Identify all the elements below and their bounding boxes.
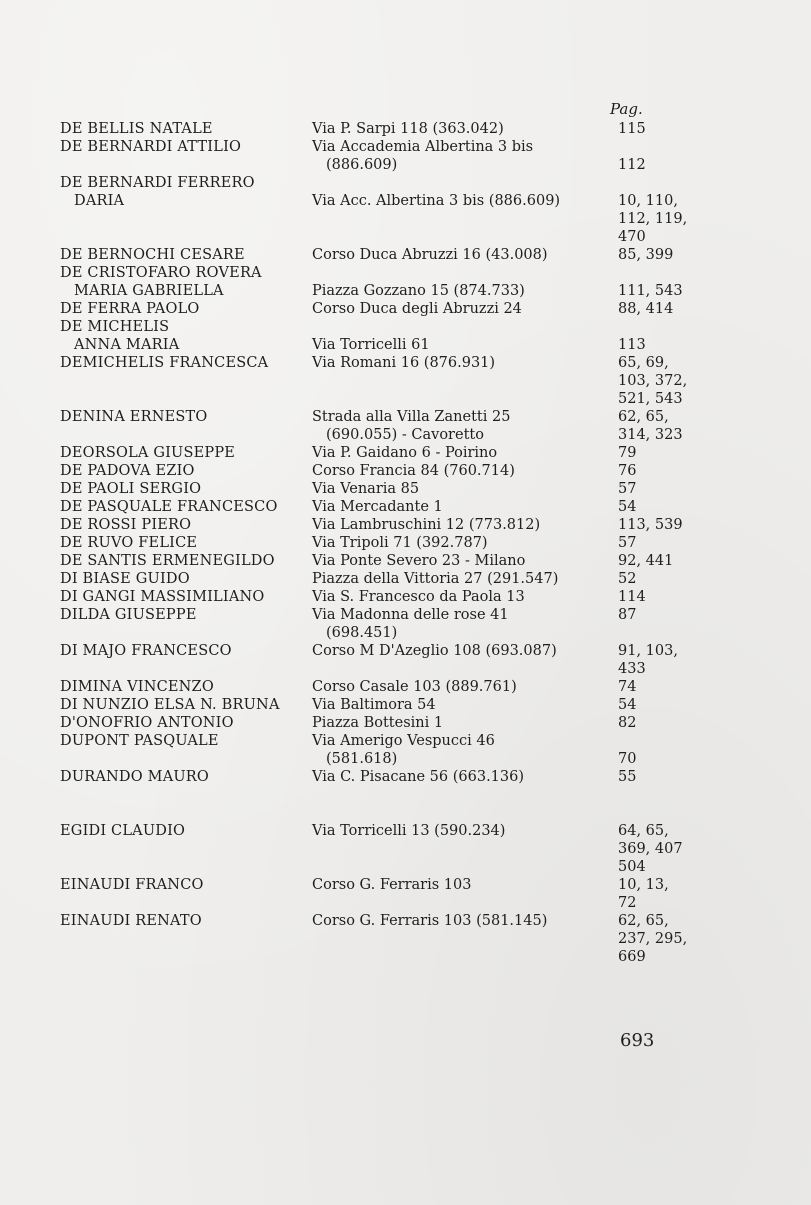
entry-address-line: Via Acc. Albertina 3 bis (886.609) xyxy=(312,193,561,209)
index-entry xyxy=(60,876,780,912)
entry-name xyxy=(60,498,312,516)
entry-name xyxy=(60,570,312,588)
entry-address xyxy=(312,462,618,480)
entry-pages-line: 74 xyxy=(618,679,637,695)
entry-pages-line: 92, 441 xyxy=(618,553,674,569)
entry-name-line: DE RUVO FELICE xyxy=(60,535,198,551)
entry-pages xyxy=(618,354,696,408)
index-entry xyxy=(60,138,780,174)
entry-pages-line: 85, 399 xyxy=(618,247,674,263)
entry-name-line: DE ROSSI PIERO xyxy=(60,517,192,533)
entry-address-line: Via Accademia Albertina 3 bis xyxy=(312,139,534,155)
entry-address-line: Via Torricelli 13 (590.234) xyxy=(312,823,506,839)
index-entry xyxy=(60,462,780,480)
entry-name-line: DE BELLIS NATALE xyxy=(60,121,213,137)
entry-pages xyxy=(618,732,696,768)
entry-name xyxy=(60,480,312,498)
index-entry xyxy=(60,354,780,408)
entry-address-line: Corso M D'Azeglio 108 (693.087) xyxy=(312,643,557,659)
entry-name-line: DE PADOVA EZIO xyxy=(60,463,195,479)
entry-name-line: DENINA ERNESTO xyxy=(60,409,208,425)
entry-address xyxy=(312,480,618,498)
entry-pages-line: 669 xyxy=(618,949,646,965)
entry-pages-line: 112 xyxy=(618,157,646,173)
entry-name xyxy=(60,588,312,606)
entry-name xyxy=(60,696,312,714)
entry-address xyxy=(312,498,618,516)
entry-address xyxy=(312,138,618,174)
entry-address xyxy=(312,696,618,714)
entry-name-line: DI BIASE GUIDO xyxy=(60,571,190,587)
entry-name xyxy=(60,912,312,966)
entry-address-line: Via Torricelli 61 xyxy=(312,337,430,353)
entry-pages-line: 237, 295, xyxy=(618,931,688,947)
entry-pages xyxy=(618,120,696,138)
entry-address-line xyxy=(312,264,618,282)
entry-address-line: Via Lambruschini 12 (773.812) xyxy=(312,517,541,533)
entry-name-line: DEORSOLA GIUSEPPE xyxy=(60,445,236,461)
entry-pages-line: 521, 543 xyxy=(618,391,683,407)
entry-address-line: Via P. Gaidano 6 - Poirino xyxy=(312,445,498,461)
index-entry xyxy=(60,570,780,588)
entry-name-line: EGIDI CLAUDIO xyxy=(60,823,186,839)
index-entry xyxy=(60,588,780,606)
index-entry xyxy=(60,552,780,570)
index-entry xyxy=(60,606,780,642)
entry-address xyxy=(312,642,618,678)
index-entry xyxy=(60,246,780,264)
index-entry xyxy=(60,642,780,678)
entry-address xyxy=(312,354,618,408)
entry-pages-line: 54 xyxy=(618,697,637,713)
entry-pages xyxy=(618,498,696,516)
entry-address xyxy=(312,534,618,552)
entry-pages-line: 111, 543 xyxy=(618,283,683,299)
index-entry xyxy=(60,534,780,552)
entry-name-line: D'ONOFRIO ANTONIO xyxy=(60,715,234,731)
index-entry xyxy=(60,318,780,354)
entry-address xyxy=(312,408,618,444)
entry-name xyxy=(60,768,312,786)
entry-address-line: Via Romani 16 (876.931) xyxy=(312,355,496,371)
entry-name-line: DILDA GIUSEPPE xyxy=(60,607,197,623)
entry-address-line: Corso G. Ferraris 103 (581.145) xyxy=(312,913,548,929)
entry-address-line: Strada alla Villa Zanetti 25 xyxy=(312,409,511,425)
entry-pages xyxy=(618,714,696,732)
entry-address-line xyxy=(312,318,618,336)
index-entry xyxy=(60,174,780,246)
entry-address-line: Corso Francia 84 (760.714) xyxy=(312,463,515,479)
entry-pages xyxy=(618,444,696,462)
entry-pages-line xyxy=(618,264,696,282)
entry-pages-line xyxy=(618,732,696,750)
entry-pages-line: 76 xyxy=(618,463,637,479)
entry-name xyxy=(60,318,312,354)
entry-name xyxy=(60,876,312,912)
entry-name-line: DE BERNOCHI CESARE xyxy=(60,247,245,263)
index-entry xyxy=(60,300,780,318)
entry-name-line: DEMICHELIS FRANCESCA xyxy=(60,355,269,371)
entry-address xyxy=(312,822,618,876)
entry-address xyxy=(312,876,618,912)
entry-pages xyxy=(618,300,696,318)
entry-pages-line: 314, 323 xyxy=(618,427,683,443)
entry-name xyxy=(60,408,312,444)
entry-name xyxy=(60,732,312,768)
entry-name xyxy=(60,714,312,732)
entry-pages-line: 87 xyxy=(618,607,637,623)
entry-address xyxy=(312,732,618,768)
entry-address-line: (698.451) xyxy=(326,625,398,641)
entry-address-line: Via Tripoli 71 (392.787) xyxy=(312,535,488,551)
index-entry xyxy=(60,408,780,444)
entry-pages-line: 82 xyxy=(618,715,637,731)
entry-name-line: DE BERNARDI FERRERO xyxy=(60,175,255,191)
entry-name xyxy=(60,552,312,570)
entry-address-line: Via P. Sarpi 118 (363.042) xyxy=(312,121,504,137)
entry-address xyxy=(312,264,618,300)
entry-name-line: DUPONT PASQUALE xyxy=(60,733,219,749)
entry-name xyxy=(60,354,312,408)
entry-address xyxy=(312,570,618,588)
entry-address xyxy=(312,174,618,246)
entry-pages-line: 65, 69, xyxy=(618,355,669,371)
entry-address-line: Via Venaria 85 xyxy=(312,481,420,497)
entry-pages-line: 103, 372, xyxy=(618,373,688,389)
entry-pages-line: 62, 65, xyxy=(618,409,669,425)
section-gap xyxy=(60,786,780,822)
entry-name-line: DE PAOLI SERGIO xyxy=(60,481,202,497)
entry-address xyxy=(312,912,618,966)
entry-name-line: DE MICHELIS xyxy=(60,319,170,335)
entry-pages xyxy=(618,246,696,264)
entry-name xyxy=(60,120,312,138)
entry-address xyxy=(312,516,618,534)
entry-name-line: DE CRISTOFARO ROVERA xyxy=(60,265,262,281)
entry-pages-line: 114 xyxy=(618,589,646,605)
entry-address xyxy=(312,444,618,462)
entry-pages-line: 64, 65, xyxy=(618,823,669,839)
entry-pages xyxy=(618,642,696,678)
entry-address xyxy=(312,714,618,732)
entry-name-line: ANNA MARIA xyxy=(74,337,180,353)
entry-address-line: Via Ponte Severo 23 - Milano xyxy=(312,553,526,569)
entry-address xyxy=(312,588,618,606)
entry-name-line: DI MAJO FRANCESCO xyxy=(60,643,232,659)
entry-name xyxy=(60,300,312,318)
entry-address xyxy=(312,318,618,354)
entry-pages-line: 57 xyxy=(618,481,637,497)
entry-name-line: DIMINA VINCENZO xyxy=(60,679,214,695)
entry-name-line: DI NUNZIO ELSA N. BRUNA xyxy=(60,697,280,713)
entry-name-line: DE BERNARDI ATTILIO xyxy=(60,139,242,155)
entry-name-line: DURANDO MAURO xyxy=(60,769,209,785)
entry-address xyxy=(312,246,618,264)
entry-address-line: Via Amerigo Vespucci 46 xyxy=(312,733,495,749)
entry-name-line: DE SANTIS ERMENEGILDO xyxy=(60,553,275,569)
index-entry xyxy=(60,480,780,498)
entry-name-line: DI GANGI MASSIMILIANO xyxy=(60,589,265,605)
entry-pages-line: 112, 119, xyxy=(618,211,688,227)
entry-pages-line: 62, 65, xyxy=(618,913,669,929)
entry-address-line: Via C. Pisacane 56 (663.136) xyxy=(312,769,525,785)
index-list xyxy=(60,120,780,966)
entry-address-line: Via Madonna delle rose 41 xyxy=(312,607,509,623)
page-number: 693 xyxy=(620,1030,655,1051)
entry-address-line: Piazza Bottesini 1 xyxy=(312,715,444,731)
entry-pages-line: 113, 539 xyxy=(618,517,683,533)
entry-name xyxy=(60,606,312,642)
index-entry xyxy=(60,732,780,768)
entry-pages xyxy=(618,516,696,534)
entry-address xyxy=(312,678,618,696)
entry-pages xyxy=(618,552,696,570)
entry-address-line: Piazza Gozzano 15 (874.733) xyxy=(312,283,525,299)
entry-address-line: (581.618) xyxy=(326,751,398,767)
entry-pages xyxy=(618,768,696,786)
entry-pages xyxy=(618,318,696,354)
entry-name xyxy=(60,678,312,696)
entry-address-line: (886.609) xyxy=(326,157,398,173)
entry-pages xyxy=(618,570,696,588)
index-entry xyxy=(60,120,780,138)
entry-pages-line: 70 xyxy=(618,751,637,767)
entry-address-line: (690.055) - Cavoretto xyxy=(326,427,484,443)
entry-address-line: Corso G. Ferraris 103 xyxy=(312,877,472,893)
entry-pages-line: 369, 407 xyxy=(618,841,683,857)
entry-address xyxy=(312,606,618,642)
entry-address-line: Via S. Francesco da Paola 13 xyxy=(312,589,525,605)
entry-pages-line: 88, 414 xyxy=(618,301,674,317)
entry-pages-line: 113 xyxy=(618,337,646,353)
index-entry xyxy=(60,516,780,534)
index-entry xyxy=(60,444,780,462)
entry-pages-line: 79 xyxy=(618,445,637,461)
entry-pages xyxy=(618,912,696,966)
entry-pages xyxy=(618,678,696,696)
entry-address xyxy=(312,120,618,138)
entry-address-line: Corso Duca degli Abruzzi 24 xyxy=(312,301,522,317)
entry-pages-line: 52 xyxy=(618,571,637,587)
entry-address-line: Piazza della Vittoria 27 (291.547) xyxy=(312,571,559,587)
index-entry xyxy=(60,822,780,876)
index-entry xyxy=(60,678,780,696)
entry-pages-line: 115 xyxy=(618,121,646,137)
entry-pages-line xyxy=(618,138,696,156)
index-entry xyxy=(60,498,780,516)
entry-pages xyxy=(618,174,696,246)
entry-name xyxy=(60,138,312,174)
entry-name-line: DE FERRA PAOLO xyxy=(60,301,200,317)
entry-pages-line: 10, 110, xyxy=(618,193,678,209)
entry-address xyxy=(312,768,618,786)
entry-address-line: Corso Duca Abruzzi 16 (43.008) xyxy=(312,247,548,263)
entry-pages xyxy=(618,138,696,174)
entry-name-line: EINAUDI RENATO xyxy=(60,913,202,929)
entry-pages xyxy=(618,408,696,444)
entry-address xyxy=(312,552,618,570)
entry-name xyxy=(60,642,312,678)
entry-address-line: Corso Casale 103 (889.761) xyxy=(312,679,517,695)
entry-pages-line xyxy=(618,318,696,336)
entry-name xyxy=(60,444,312,462)
entry-pages xyxy=(618,876,696,912)
entry-pages-line: 504 xyxy=(618,859,646,875)
index-entry xyxy=(60,696,780,714)
entry-pages-line xyxy=(618,174,696,192)
entry-pages-line: 54 xyxy=(618,499,637,515)
entry-pages-line: 470 xyxy=(618,229,646,245)
entry-name xyxy=(60,246,312,264)
entry-name xyxy=(60,264,312,300)
entry-address-line: Via Mercadante 1 xyxy=(312,499,443,515)
index-entry xyxy=(60,768,780,786)
entry-name xyxy=(60,462,312,480)
pag-column-header: Pag. xyxy=(610,100,643,118)
entry-pages-line: 55 xyxy=(618,769,637,785)
index-entry xyxy=(60,714,780,732)
entry-pages-line: 10, 13, xyxy=(618,877,669,893)
entry-name-line: MARIA GABRIELLA xyxy=(74,283,224,299)
entry-name-line: DARIA xyxy=(74,193,125,209)
entry-name xyxy=(60,822,312,876)
entry-pages xyxy=(618,588,696,606)
entry-name xyxy=(60,516,312,534)
entry-address xyxy=(312,300,618,318)
entry-pages xyxy=(618,606,696,642)
index-entry xyxy=(60,912,780,966)
entry-pages xyxy=(618,696,696,714)
entry-name xyxy=(60,534,312,552)
entry-pages xyxy=(618,264,696,300)
entry-address-line xyxy=(312,174,618,192)
entry-pages xyxy=(618,462,696,480)
entry-pages-line: 72 xyxy=(618,895,637,911)
entry-pages xyxy=(618,480,696,498)
entry-address-line: Via Baltimora 54 xyxy=(312,697,436,713)
entry-name-line: DE PASQUALE FRANCESCO xyxy=(60,499,278,515)
entry-name xyxy=(60,174,312,246)
entry-pages xyxy=(618,822,696,876)
entry-pages-line: 433 xyxy=(618,661,646,677)
entry-pages-line: 91, 103, xyxy=(618,643,678,659)
entry-name-line: EINAUDI FRANCO xyxy=(60,877,204,893)
entry-pages xyxy=(618,534,696,552)
entry-pages-line: 57 xyxy=(618,535,637,551)
index-entry xyxy=(60,264,780,300)
